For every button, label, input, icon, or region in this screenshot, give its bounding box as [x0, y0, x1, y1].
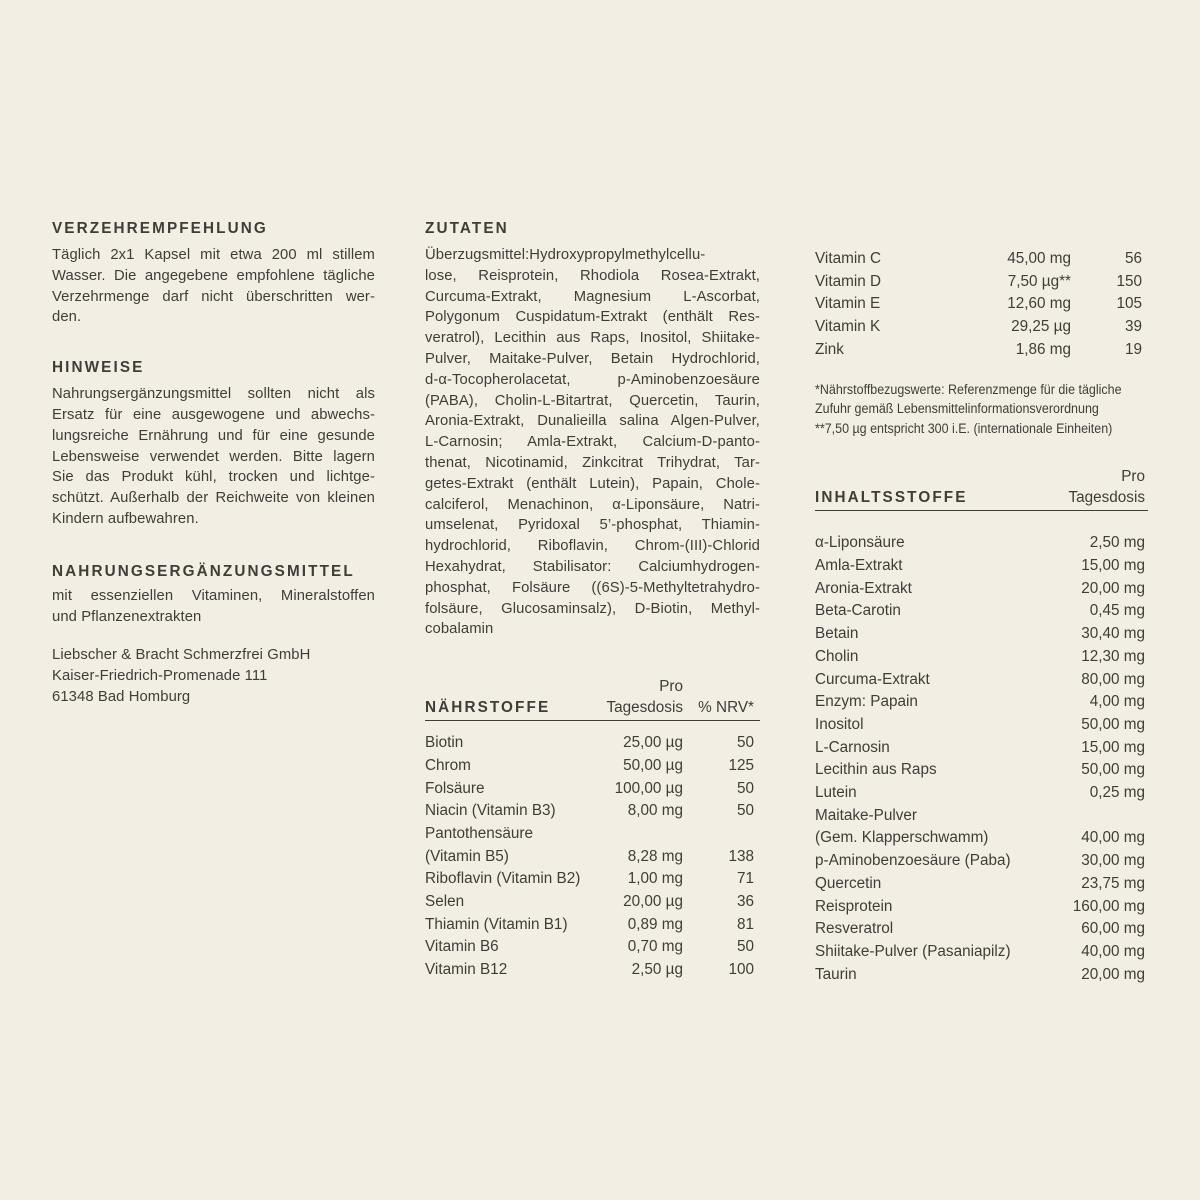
table-divider — [425, 720, 760, 721]
substance-name: Cholin — [815, 647, 859, 665]
paragraph-line: Kindern aufbewahren. — [52, 510, 199, 527]
nutrient-amount: 8,28 mg — [627, 847, 683, 865]
substance-amount: 50,00 mg — [1081, 715, 1145, 733]
nutrient-nrv: 50 — [736, 938, 754, 956]
nutrient-name: Selen — [425, 893, 465, 911]
ingredients-line: veratrol), Lecithin aus Raps, Inositol, Shiitake- — [425, 330, 760, 347]
middle-column — [425, 219, 760, 982]
table-row — [815, 691, 1148, 714]
ingredients-line: umselenat, Pyridoxal 5’-phosphat, Thiamin- — [425, 517, 760, 534]
table-row — [815, 805, 1148, 828]
substance-name: p-Aminobenzoesäure (Paba) — [815, 852, 1011, 870]
ingredients-line: thenat, Nicotinamid, Zinkcitrat Trihydrat, Tar- — [425, 454, 760, 471]
nutrient-amount: 29,25 µg — [1011, 318, 1071, 336]
nutrient-name: (Vitamin B5) — [425, 847, 509, 865]
substance-amount: 40,00 mg — [1081, 829, 1145, 847]
substance-amount: 20,00 mg — [1081, 579, 1145, 597]
ingredients-line: getes-Extrakt (enthält Lutein), Papain, Chole- — [425, 475, 760, 492]
nutrient-name: Vitamin D — [815, 272, 882, 290]
manufacturer-name: Liebscher & Bracht Schmerzfrei GmbH — [52, 647, 311, 664]
substance-name: Beta-Carotin — [815, 602, 901, 620]
table-row — [815, 850, 1148, 873]
substance-name: L-Carnosin — [815, 738, 890, 756]
nutrient-amount: 2,50 µg — [631, 961, 683, 979]
table-row — [425, 936, 760, 959]
hinweise-paragraph — [52, 384, 375, 530]
substance-amount: 23,75 mg — [1081, 874, 1145, 892]
ingredients-line: Hexahydrat, Stabilisator: Calciumhydrogen- — [425, 558, 760, 575]
table-row — [425, 755, 760, 778]
substance-amount: 50,00 mg — [1081, 761, 1145, 779]
nutrient-nrv: 138 — [728, 847, 754, 865]
column-header-inhaltsstoffe: INHALTSSTOFFE — [815, 488, 968, 506]
ingredients-line: d-α-Tocopherolacetat, p-Aminobenzoesäure — [425, 371, 760, 388]
table-row — [425, 914, 760, 937]
nutrient-amount: 45,00 mg — [1007, 250, 1071, 267]
right-column — [815, 248, 1148, 986]
ingredients-line: Überzugsmittel:Hydroxypropylmethylcellu- — [425, 247, 706, 263]
substance-amount: 15,00 mg — [1081, 738, 1145, 756]
paragraph-line: Täglich 2x1 Kapsel mit etwa 200 ml stillem — [52, 247, 375, 263]
section-title-hinweise: HINWEISE — [52, 359, 145, 377]
nutrient-nrv: 125 — [728, 756, 754, 774]
column-header-naehrstoffe: NÄHRSTOFFE — [425, 698, 551, 716]
nutrient-name: Vitamin C — [815, 250, 882, 267]
nutrient-amount: 8,00 mg — [627, 802, 683, 820]
table-row — [815, 271, 1148, 294]
substance-amount: 0,25 mg — [1089, 784, 1145, 802]
paragraph-line: Ersatz für eine ausgewogene und abwechs- — [52, 406, 375, 423]
substance-name: Inositol — [815, 715, 864, 733]
substance-amount: 12,30 mg — [1081, 647, 1145, 665]
ingredients-line: Pulver, Maitake-Pulver, Betain Hydrochlorid, — [425, 350, 760, 367]
inhaltsstoffe-table — [815, 532, 1148, 986]
nutrient-amount: 1,86 mg — [1015, 340, 1071, 358]
substance-amount: 15,00 mg — [1081, 557, 1145, 574]
substance-amount: 0,45 mg — [1089, 602, 1145, 620]
table-row — [815, 532, 1148, 555]
ingredients-line: Polygonum Cuspidatum-Extrakt (enthält Res- — [425, 309, 760, 326]
substance-amount: 2,50 mg — [1089, 534, 1145, 552]
paragraph-line: und Pflanzenextrakten — [52, 608, 202, 625]
naehrstoffe-table — [425, 732, 760, 982]
paragraph-line: den. — [52, 309, 82, 326]
table-row — [815, 873, 1148, 896]
substance-amount: 4,00 mg — [1089, 693, 1145, 711]
footnote-line: Zufuhr gemäß Lebensmittelinformationsverordnung — [815, 401, 1099, 418]
nutrient-nrv: 105 — [1116, 295, 1142, 313]
ingredients-line: (PABA), Cholin-L-Bitartrat, Quercetin, Taurin, — [425, 392, 760, 409]
table-row — [815, 714, 1148, 737]
table-row — [425, 868, 760, 891]
nutrient-name: Vitamin E — [815, 295, 881, 313]
manufacturer-address — [52, 645, 375, 707]
nutrient-name: Vitamin B6 — [425, 938, 499, 956]
ingredients-line: Curcuma-Extrakt, Magnesium L-Ascorbat, — [425, 288, 760, 305]
footnotes — [815, 381, 1149, 440]
substance-amount: 20,00 mg — [1081, 965, 1145, 983]
table-row — [815, 578, 1148, 601]
substance-name: Maitake-Pulver — [815, 806, 918, 824]
paragraph-line: Verzehrmenge darf nicht überschritten wer- — [52, 288, 375, 305]
table-row — [815, 896, 1148, 919]
table-row — [815, 555, 1148, 578]
nutrient-nrv: 50 — [736, 779, 754, 797]
table-row — [815, 316, 1148, 339]
substance-amount: 40,00 mg — [1081, 942, 1145, 960]
ingredients-line: calciferol, Menachinon, α-Liponsäure, Natri- — [425, 496, 760, 513]
nutrient-name: Thiamin (Vitamin B1) — [425, 915, 568, 933]
table-row — [425, 732, 760, 755]
nutrient-amount: 12,60 mg — [1007, 295, 1071, 313]
nutrient-name: Zink — [815, 340, 844, 358]
nutrient-nrv: 150 — [1116, 272, 1142, 290]
column-header-nrv: % NRV* — [698, 698, 754, 716]
ingredients-line: L-Carnosin; Amla-Extrakt, Calcium-D-panto- — [425, 434, 760, 451]
substance-name: Curcuma-Extrakt — [815, 670, 930, 688]
paragraph-line: Nahrungsergänzungsmittel sollten nicht als — [52, 386, 375, 403]
nutrient-name: Biotin — [425, 734, 464, 752]
ingredients-line: folsäure, Glucosaminsalz), D-Biotin, Methyl- — [425, 600, 760, 617]
table-row — [425, 800, 760, 823]
nutrient-nrv: 100 — [728, 961, 754, 979]
nutrient-name: Riboflavin (Vitamin B2) — [425, 870, 581, 888]
paragraph-line: mit essenziellen Vitaminen, Mineralstoffen — [52, 587, 375, 604]
paragraph-line: Wasser. Die angegebene empfohlene tägliche — [52, 267, 375, 284]
substance-name: Betain — [815, 625, 859, 643]
table-row — [815, 669, 1148, 692]
nutrient-amount: 1,00 mg — [627, 870, 683, 888]
table-row — [815, 248, 1148, 271]
nutrient-amount: 50,00 µg — [623, 756, 683, 774]
substance-name: Lutein — [815, 784, 857, 802]
nutrient-amount: 20,00 µg — [623, 893, 683, 911]
nutrient-nrv: 50 — [736, 802, 754, 820]
table-row — [425, 891, 760, 914]
table-row — [815, 293, 1148, 316]
manufacturer-city: 61348 Bad Homburg — [52, 688, 191, 705]
ingredients-line: Aronia-Extrakt, Dunalieilla salina Algen-Pulver, — [425, 413, 760, 430]
substance-name: α-Liponsäure — [815, 534, 905, 552]
paragraph-line: Sie das Produkt kühl, trocken und lichtge- — [52, 469, 375, 486]
table-row — [815, 918, 1148, 941]
inhaltsstoffe-table-header — [815, 467, 1148, 508]
table-row — [815, 623, 1148, 646]
table-divider — [815, 510, 1148, 511]
substance-amount: 80,00 mg — [1081, 670, 1145, 688]
table-row — [815, 827, 1148, 850]
substance-name: Taurin — [815, 965, 857, 983]
ingredients-line: lose, Reisprotein, Rhodiola Rosea-Extrakt, — [425, 267, 760, 284]
table-row — [815, 759, 1148, 782]
substance-amount: 60,00 mg — [1081, 920, 1145, 938]
footnote-line: **7,50 µg entspricht 300 i.E. (internationale Einheiten) — [815, 420, 1113, 437]
paragraph-line: Lebensweise verwendet werden. Bitte lagern — [52, 448, 375, 465]
substance-name: (Gem. Klapperschwamm) — [815, 829, 989, 847]
nutrient-nrv: 56 — [1124, 250, 1142, 267]
ingredients-paragraph — [425, 245, 760, 640]
nahrungsergaenzungsmittel-subtitle — [52, 586, 375, 628]
substance-amount: 160,00 mg — [1072, 897, 1145, 915]
substance-name: Amla-Extrakt — [815, 557, 903, 574]
substance-name: Aronia-Extrakt — [815, 579, 912, 597]
substance-name: Resveratrol — [815, 920, 894, 938]
substance-name: Quercetin — [815, 874, 882, 892]
table-row — [425, 959, 760, 982]
footnote-line: *Nährstoffbezugswerte: Referenzmenge für die tägliche — [815, 381, 1122, 398]
nutrient-amount: 0,89 mg — [627, 915, 683, 933]
nutrient-nrv: 36 — [736, 893, 754, 911]
nutrient-name: Niacin (Vitamin B3) — [425, 802, 556, 820]
verzehrempfehlung-paragraph — [52, 245, 375, 328]
manufacturer-street: Kaiser-Friedrich-Promenade 111 — [52, 668, 268, 685]
nutrient-nrv: 39 — [1124, 318, 1142, 336]
table-row — [815, 339, 1148, 362]
table-row — [425, 778, 760, 801]
paragraph-line: schützt. Außerhalb der Reichweite von kleinen — [52, 490, 375, 507]
column-header-pro-tagesdosis: Pro Tagesdosis — [1068, 468, 1145, 506]
section-title-verzehrempfehlung: VERZEHREMPFEHLUNG — [52, 220, 268, 237]
ingredients-line: cobalamin — [425, 621, 494, 638]
substance-amount: 30,40 mg — [1081, 625, 1145, 643]
nutrient-amount: 0,70 mg — [627, 938, 683, 956]
naehrstoffe-table-header — [425, 677, 760, 718]
table-row — [815, 964, 1148, 987]
nutrient-nrv: 50 — [736, 734, 754, 752]
table-row — [815, 941, 1148, 964]
table-row — [425, 846, 760, 869]
substance-name: Enzym: Papain — [815, 693, 918, 711]
table-row — [815, 646, 1148, 669]
section-title-nahrungsergaenzungsmittel: NAHRUNGSERGÄNZUNGSMITTEL — [52, 562, 355, 580]
table-row — [425, 823, 760, 846]
nutrient-name: Vitamin K — [815, 318, 881, 336]
nutrient-nrv: 19 — [1124, 340, 1142, 358]
substance-name: Reisprotein — [815, 897, 893, 915]
nutrient-name: Vitamin B12 — [425, 961, 508, 979]
nutrient-nrv: 71 — [736, 870, 754, 888]
ingredients-line: hydrochlorid, Riboflavin, Chrom-(III)-Chlorid — [425, 538, 760, 555]
table-row — [815, 782, 1148, 805]
paragraph-line: lungsreiche Ernährung und für eine gesunde — [52, 427, 375, 444]
nutrient-name: Pantothensäure — [425, 824, 534, 842]
substance-name: Shiitake-Pulver (Pasaniapilz) — [815, 942, 1011, 960]
nutrient-amount: 25,00 µg — [623, 734, 683, 752]
nutrient-amount: 7,50 µg** — [1007, 272, 1071, 290]
nutrient-name: Chrom — [425, 756, 471, 774]
nutrient-nrv: 81 — [736, 915, 754, 933]
table-row — [815, 737, 1148, 760]
nutrient-amount: 100,00 µg — [614, 779, 683, 797]
table-row — [815, 600, 1148, 623]
substance-name: Lecithin aus Raps — [815, 761, 937, 779]
left-column — [52, 219, 375, 708]
ingredients-line: phosphat, Folsäure ((6S)-5-Methyltetrahydro- — [425, 579, 760, 596]
substance-amount: 30,00 mg — [1081, 852, 1145, 870]
section-title-zutaten: ZUTATEN — [425, 220, 509, 237]
nutrient-name: Folsäure — [425, 779, 485, 797]
column-header-pro-tagesdosis: Pro Tagesdosis — [606, 678, 683, 716]
naehrstoffe-table-continued — [815, 248, 1148, 362]
